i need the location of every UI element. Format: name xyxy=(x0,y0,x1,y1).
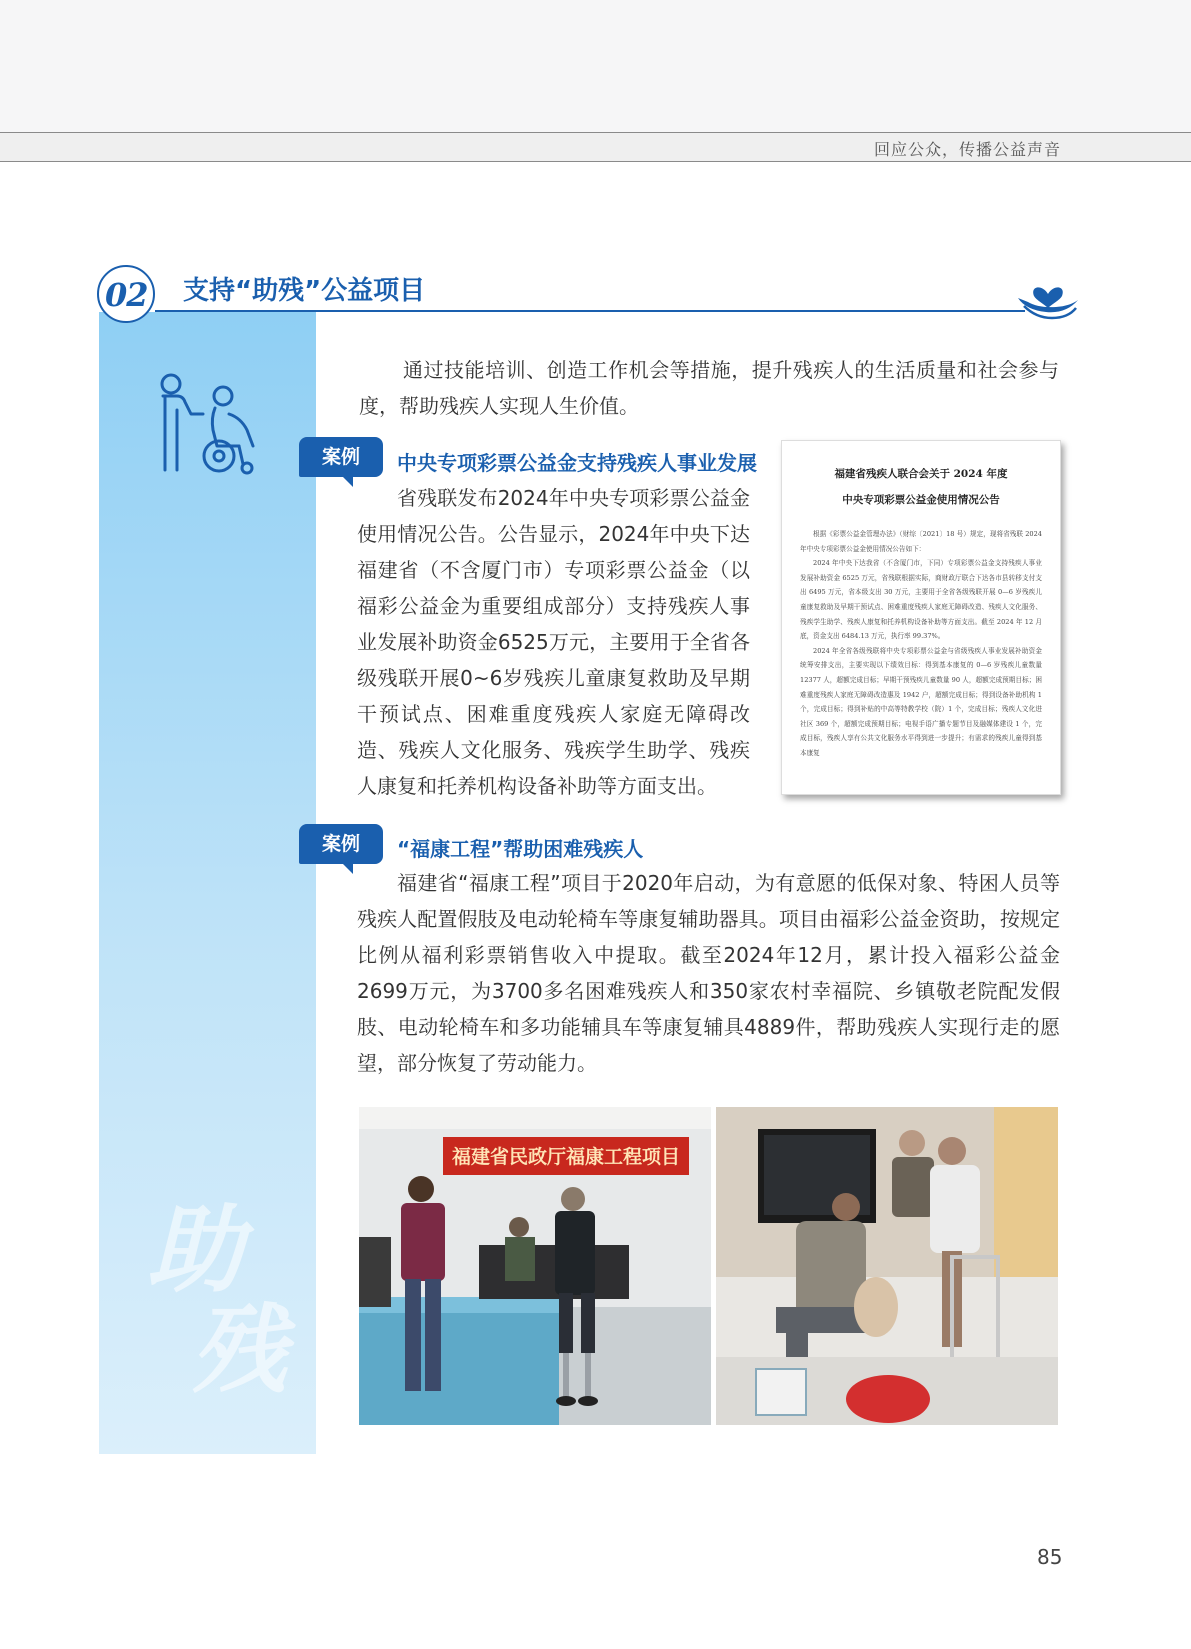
running-header-title: 回应公众，传播公益声音 xyxy=(873,140,1061,159)
heart-in-hand-icon xyxy=(1016,272,1080,320)
section-divider xyxy=(155,310,1025,312)
watermark-char-1: 助 xyxy=(147,1193,243,1306)
page-top-margin xyxy=(0,0,1191,132)
watermark-char-2: 残 xyxy=(191,1293,287,1406)
section-number-badge xyxy=(97,265,155,323)
running-header xyxy=(0,132,1191,162)
notice-title-line: 中央专项彩票公益金使用情况公告 xyxy=(842,494,1000,506)
case-paragraph: 省残联发布2024年中央专项彩票公益金使用情况公告。公告显示，2024年中央下达福建省（不含厦门市）专项彩票公益金（以福彩公益金为重要组成部分）支持残疾人事业发展补助资金6525万元，主要用于全省各级残联开展0~6岁残疾儿童康复救助及早期干预试点、困难重度残疾人家庭无障碍改造、残疾人文化服务、残疾学生助学、残疾人康复和托养机构设备补助等方面支出。 xyxy=(357,486,750,798)
side-decor-strip xyxy=(99,312,316,1454)
intro-paragraph: 通过技能培训、创造工作机会等措施，提升残疾人的生活质量和社会参与度，帮助残疾人实现人生价值。 xyxy=(359,358,1059,418)
section-number: 02 xyxy=(105,276,148,314)
notice-paragraph: 根据《彩票公益金管理办法》（财综〔2021〕18 号）规定，现将省残联 2024 年中央专项彩票公益金使用情况公告如下： xyxy=(800,530,1042,553)
notice-title-line: 福建省残疾人联合会关于 2024 年度 xyxy=(834,468,1008,480)
case-badge: 案例 xyxy=(299,437,383,477)
notice-paragraph: 2024 年中央下达我省（不含厦门市，下同）专项彩票公益金支持残疾人事业发展补助资金 6525 万元，省残联根据实际，商财政厅联合下达各市县转移支付支出 6495 万元，省本级支出 30 万元，主要用于全省各级残联开展 0—6 岁残疾儿童康复救助及早期干预试点、困难重度残疾人家庭无障碍改造、残疾人文化服务、残疾学生助学、残疾人康复和托养机构设备补助等方面支出。截至 2024 年 12 月底，资金支出 6484.13 万元，执行率 99.37%。 xyxy=(800,559,1042,641)
photo-prosthetic-fitting xyxy=(716,1107,1058,1425)
case-title: 中央专项彩票公益金支持残疾人事业发展 xyxy=(397,451,757,475)
case-paragraph: 福建省“福康工程”项目于2020年启动，为有意愿的低保对象、特困人员等残疾人配置假肢及电动轮椅车等康复辅助器具。项目由福彩公益金资助，按规定比例从福利彩票销售收入中提取。截至2024年12月，累计投入福彩公益金2699万元，为3700多名困难残疾人和350家农村幸福院、乡镇敬老院配发假肢、电动轮椅车和多功能辅具车等康复辅具4889件，帮助残疾人实现行走的愿望，部分恢复了劳动能力。 xyxy=(357,871,1060,1075)
case-badge: 案例 xyxy=(299,824,383,864)
photo-prosthetic-walking xyxy=(359,1107,711,1425)
case-title: “福康工程”帮助困难残疾人 xyxy=(397,837,644,861)
photo-banner-text: 福建省民政厅福康工程项目 xyxy=(451,1146,681,1168)
wheelchair-helper-icon xyxy=(153,370,263,480)
section-title: 支持“助残”公益项目 xyxy=(183,276,426,306)
page-number: 85 xyxy=(1037,1545,1063,1569)
notice-paragraph: 2024 年全省各级残联将中央专项彩票公益金与省级残疾人事业发展补助资金统筹安排支出，主要实现以下绩效目标：得到基本康复的 0—6 岁残疾儿童数量 12377 人，超额完成目标；早期干预残疾儿童数量 90 人，超额完成预期目标；困难重度残疾人家庭无障碍改造惠及 1942 户，超额完成目标；得到设备补助机构 1 个，完成目标；得到补贴的中高等特教学校（院）1 个，完成目标；残疾人文化进社区 369 个，超额完成预期目标；电视手语广播专题节目及融媒体建设 1 个，完成目标，残疾人享有公共文化服务水平得到进一步提升；有需求的残疾儿童得到基本康复 xyxy=(800,646,1042,757)
notice-document-image xyxy=(781,440,1061,795)
